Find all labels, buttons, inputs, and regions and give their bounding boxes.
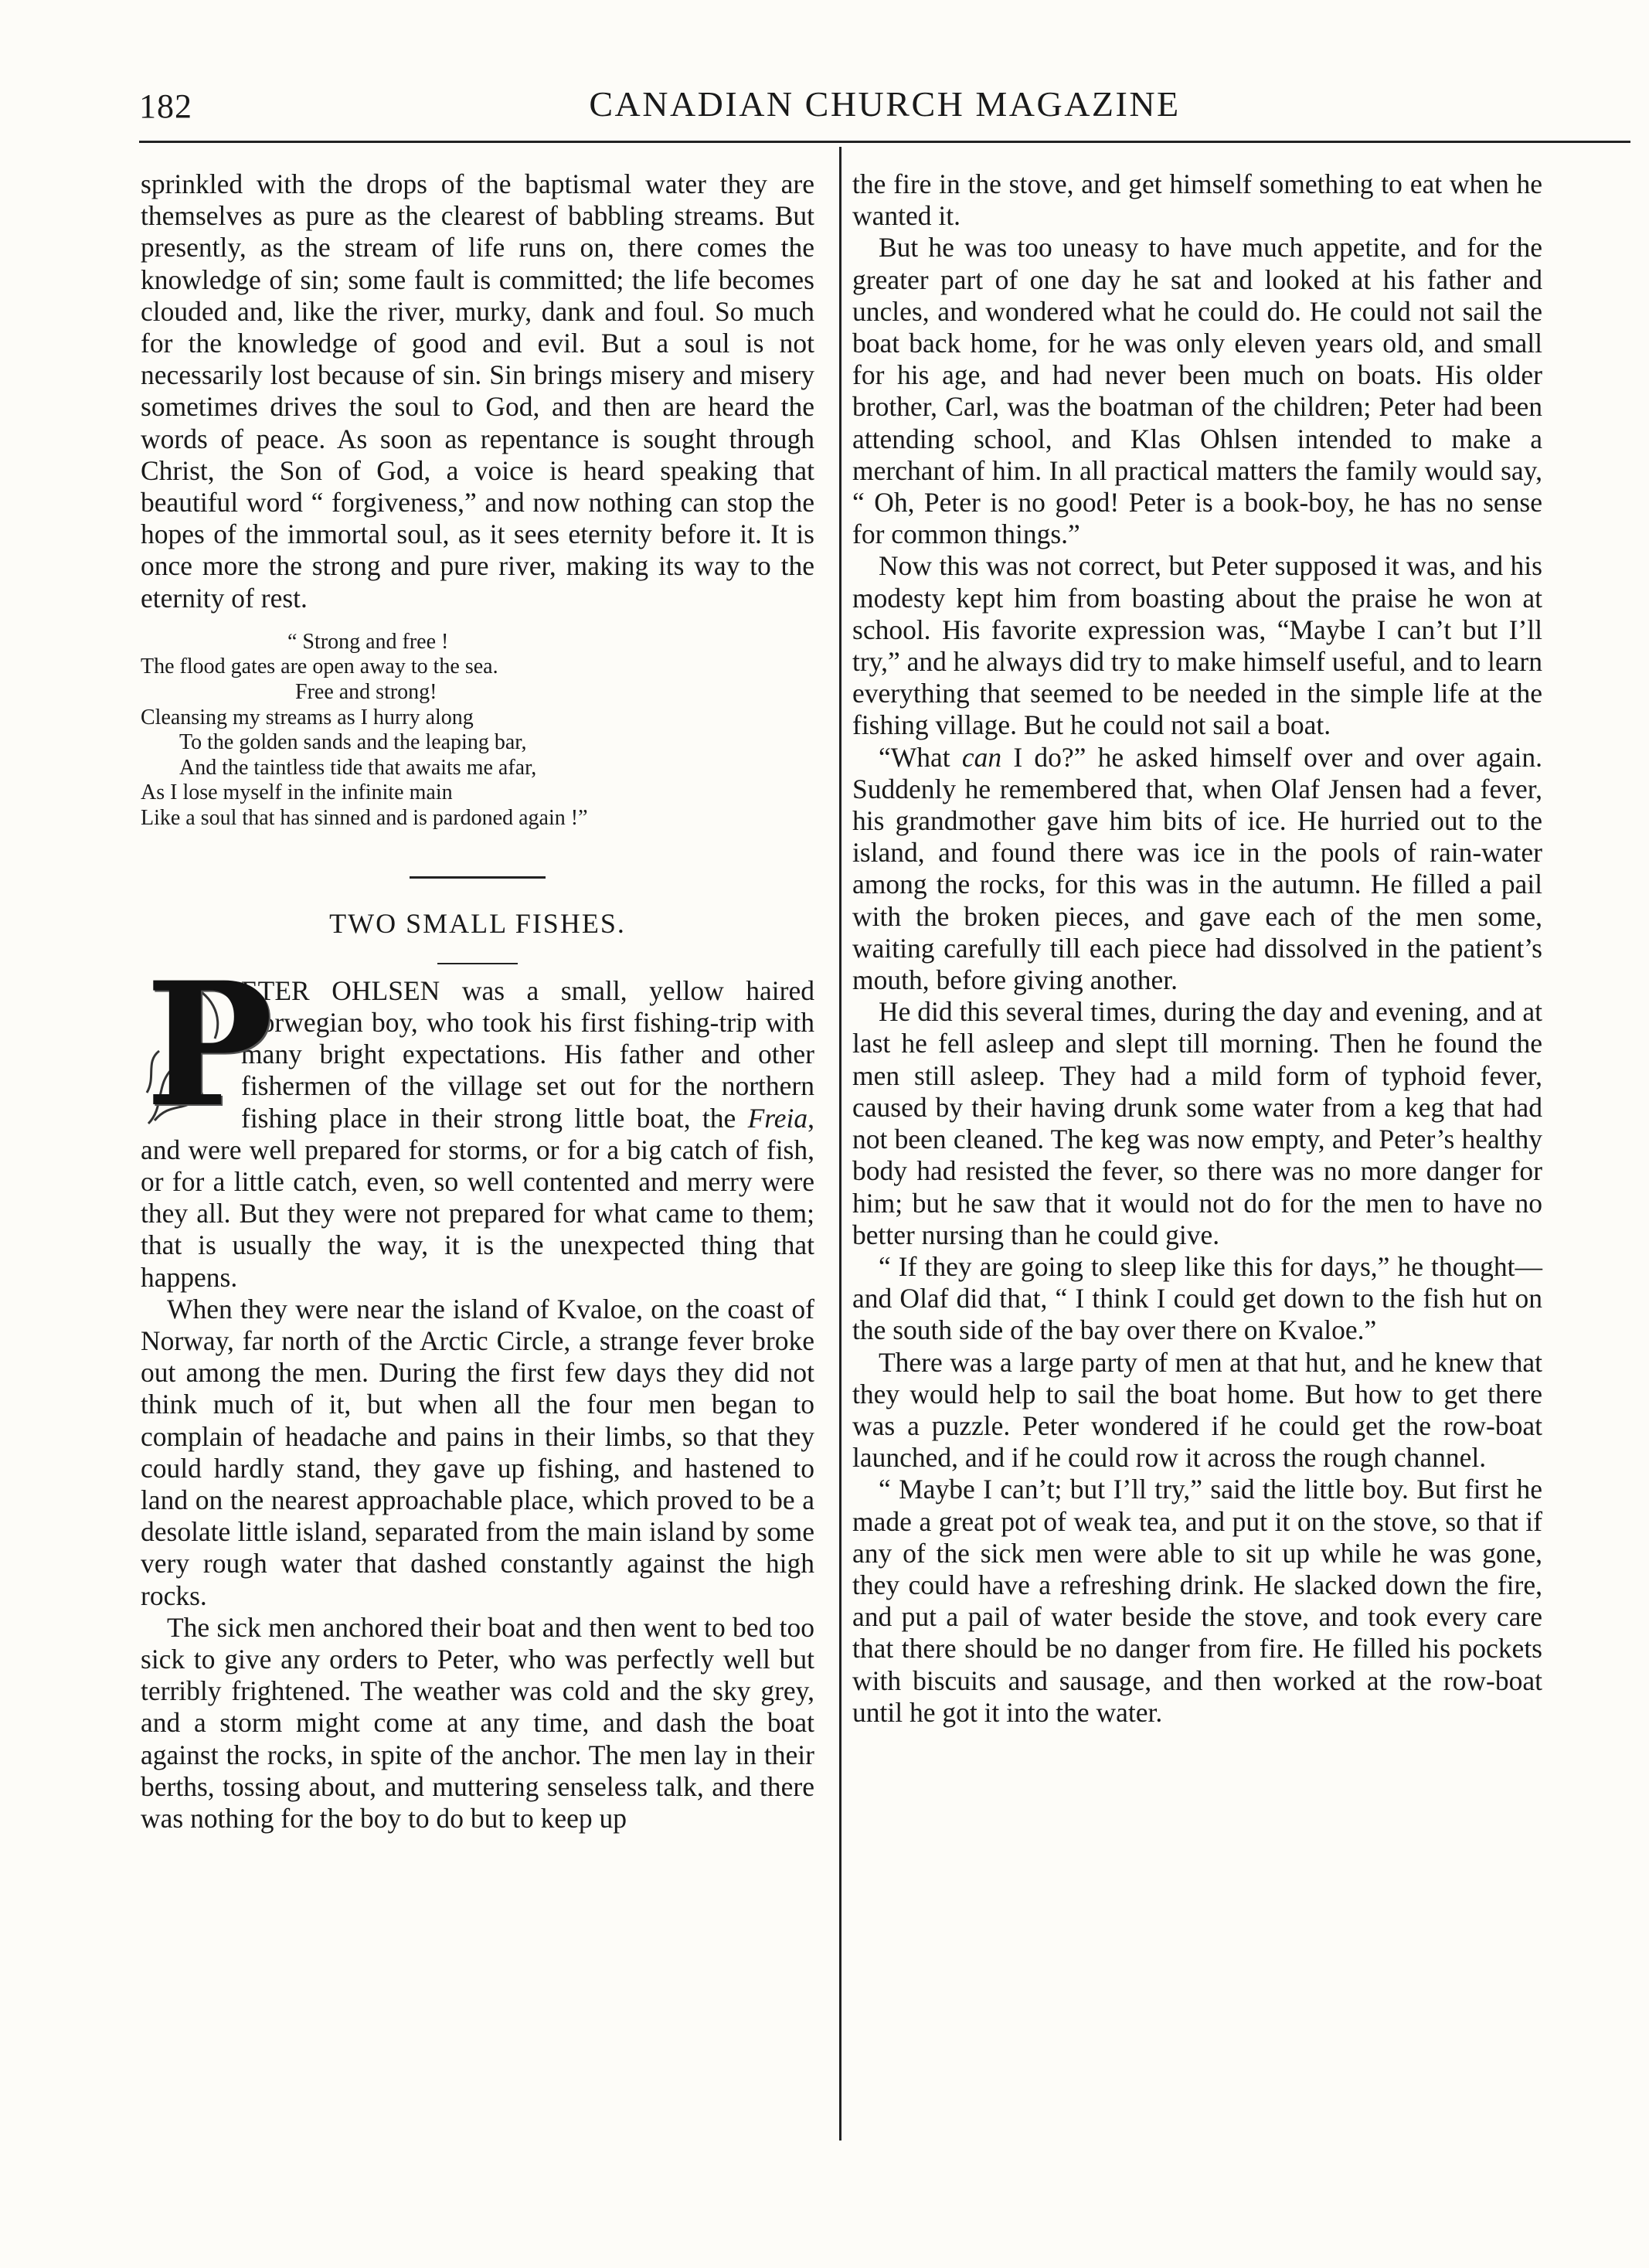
emphasis: can [961,741,1002,773]
opening-text: ETER OHLSEN was a small, yellow haired Norwegian boy, who took his first fishing-trip with many bright expectations. His father and other fishermen of the village set out for the northern fishing place in their strong little boat, the [241,974,814,1134]
poem-line: “ Strong and free ! [287,629,449,654]
header-rule [139,141,1630,143]
paragraph [852,742,1542,997]
paragraph: “ Maybe I can’t; but I’ll try,” said the little boy. But first he made a great pot of weak tea, and put it on the stove, so that if any of the sick men were able to sit up while he was gone, they could have a refreshing drink. He slacked down the fire, and put a pail of water beside the stove, and took every care that there should be no danger from fire. He filled his pockets with biscuits and sausage, and then worked at the row-boat until he got it into the water. [852,1474,1542,1728]
poem-line: Free and strong! [295,680,437,705]
poem-line: As I lose myself in the infinite main [141,780,453,805]
poem [141,630,814,831]
paragraph: There was a large party of men at that hut, and he knew that they would help to sail the boat home. But how to get there was a puzzle. Peter wondered if he could get the row-boat launched, and if he could row it across the rough channel. [852,1346,1542,1474]
right-column [852,168,1542,1729]
poem-line: Like a soul that has sinned and is pardoned again !” [141,806,588,830]
drop-cap [141,944,274,1144]
story-title: TWO SMALL FISHES. [329,907,626,939]
paragraph-text: I do?” he asked himself over and over again. Suddenly he remembered that, when Olaf Jensen had a fever, his grandmother gave him bits of ice. He hurried out to the island, and found there was ice in the pools of rain-water among the rocks, for this was in the autumn. He filled a pail with the broken pieces, and gave each of the men some, waiting carefully till each piece had dissolved in the patient’s mouth, before giving another. [852,741,1542,996]
opening-text-end: , and were well prepared for storms, or for a big catch of fish, or for a little catch, even, so well contented and merry were they all. But they were not prepared for what came to them; that is usually the way, it is the unexpected thing that happens. [141,1102,814,1293]
paragraph: The sick men anchored their boat and then went to bed too sick to give any orders to Peter, who was perfectly well but terribly frightened. The weather was cold and the sky grey, and a storm might come at any time, and dash the boat against the rocks, in spite of the anchor. The men lay in their berths, tossing about, and muttering senseless talk, and there was nothing for the boy to do but to keep up [141,1611,814,1834]
poem-line: Cleansing my streams as I hurry along [141,705,474,729]
boat-name: Freia [747,1102,808,1134]
section-divider [410,876,546,879]
paragraph: “ If they are going to sleep like this for days,” he thought—and Olaf did that, “ I think I could get down to the fish hut on the south side of the bay over there on Kvaloe.” [852,1250,1542,1346]
column-divider [839,147,842,2140]
poem-line: To the golden sands and the leaping bar, [179,730,527,755]
paragraph: Now this was not correct, but Peter supposed it was, and his modesty kept him from boasting about the praise he won at school. His favorite expression was, “Maybe I can’t but I’ll try,” and he always did try to make himself useful, and to learn everything that seemed to be needed in the simple life at the fishing village. But he could not sail a boat. [852,550,1542,741]
opening-paragraph [141,944,814,1294]
paragraph: sprinkled with the drops of the baptismal water they are themselves as pure as the clearest of babbling streams. But presently, as the stream of life runs on, there comes the knowledge of sin; some fault is committed; the life becomes clouded and, like the river, murky, dank and foul. So much for the knowledge of good and evil. But a soul is not necessarily lost because of sin. Sin brings misery and misery sometimes drives the soul to God, and then are heard the words of peace. As soon as repentance is sought through Christ, the Son of God, a voice is heard speaking that beautiful word “ forgiveness,” and now nothing can stop the hopes of the immortal soul, as it sees eternity before it. It is once more the strong and pure river, making its way to the eternity of rest. [141,168,814,614]
page-number: 182 [139,87,192,125]
drop-cap-letter: P [145,944,274,1144]
title-underline [437,963,518,964]
paragraph-text: “What [879,741,962,773]
page-header [139,83,1630,133]
paragraph: When they were near the island of Kvaloe, on the coast of Norway, far north of the Arctic Circle, a strange fever broke out among the men. During the first few days they did not think much of it, but when all the four men began to complain of headache and pains in their limbs, so that they could hardly stand, they gave up fishing, and hastened to land on the nearest approachable place, which proved to be a desolate little island, separated from the main island by some very rough water that dashed constantly against the high rocks. [141,1293,814,1611]
paragraph: the fire in the stove, and get himself something to eat when he wanted it. [852,168,1542,232]
paragraph: But he was too uneasy to have much appetite, and for the greater part of one day he sat and looked at his father and uncles, and wondered what he could do. He could not sail the boat back home, for he was only eleven years old, and small for his age, and had never been much on boats. His older brother, Carl, was the boatman of the children; Peter had been attending school, and Klas Ohlsen intended to make a merchant of him. In all practical matters the family would say, “ Oh, Peter is no good! Peter is a book-boy, he has no sense for common things.” [852,232,1542,550]
poem-line: And the taintless tide that awaits me afar, [179,755,537,780]
paragraph: He did this several times, during the day and evening, and at last he fell asleep and slept till morning. Then he found the men still asleep. They had a mild form of typhoid fever, caused by their having drunk some water from a keg that had not been cleaned. The keg was now empty, and Peter’s healthy body had resisted the fever, so there was no more danger for him; but he saw that it would not do for the men to have no better nursing than he could give. [852,996,1542,1250]
left-column [141,168,814,1834]
running-head-title: CANADIAN CHURCH MAGAZINE [589,84,1181,124]
poem-line: The flood gates are open away to the sea. [141,655,498,679]
